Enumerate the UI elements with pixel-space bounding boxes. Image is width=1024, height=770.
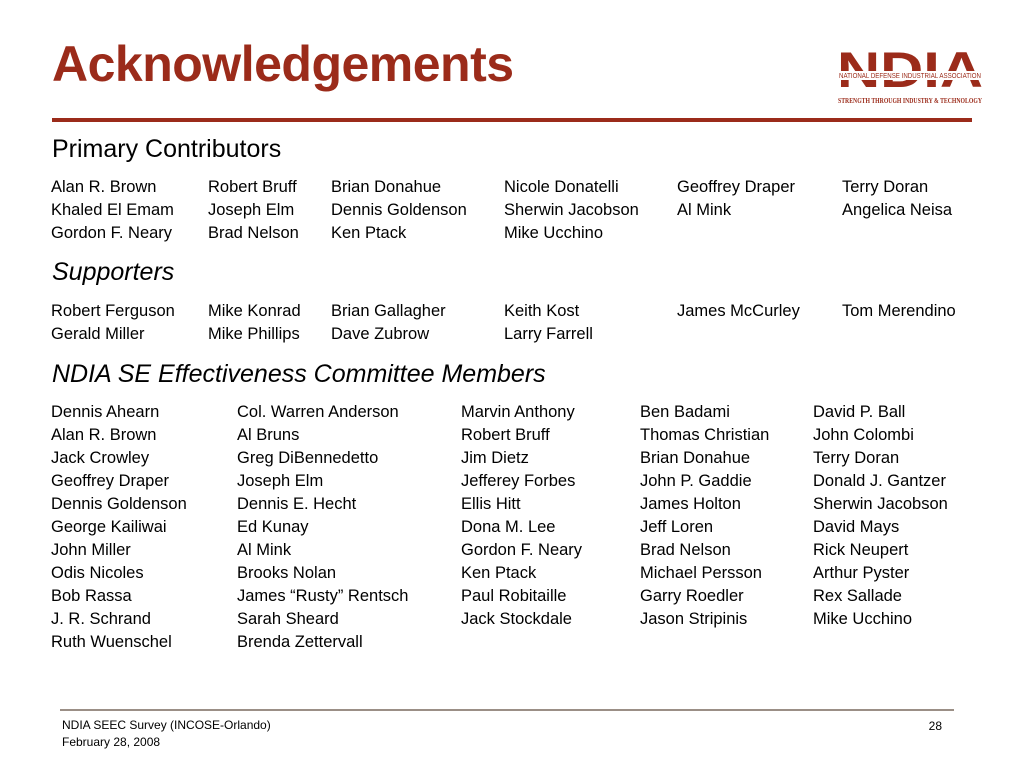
person-name: Garry Roedler — [640, 587, 744, 605]
supporters-heading: Supporters — [52, 258, 175, 286]
name-column — [813, 401, 983, 654]
person-name: Tom Merendino — [842, 302, 956, 320]
name-column — [51, 401, 237, 654]
person-name: Terry Doran — [813, 449, 900, 467]
person-name: Geoffrey Draper — [677, 178, 795, 196]
name-column — [677, 176, 842, 245]
person-name: Angelica Neisa — [842, 201, 953, 219]
title-divider — [52, 118, 972, 122]
footer-info — [62, 717, 271, 751]
person-name: Ruth Wuenschel — [51, 633, 172, 651]
person-name: Dennis Goldenson — [331, 201, 467, 219]
person-name: Jack Crowley — [51, 449, 150, 467]
primary-contributors-heading: Primary Contributors — [52, 135, 282, 163]
person-name: Dennis Ahearn — [51, 403, 160, 421]
person-name: Alan R. Brown — [51, 178, 157, 196]
person-name: James McCurley — [677, 302, 800, 320]
person-name: Robert Ferguson — [51, 302, 175, 320]
person-name: Gordon F. Neary — [51, 224, 173, 242]
slide-title: Acknowledgements — [52, 36, 514, 92]
person-name: Dennis E. Hecht — [237, 495, 357, 513]
logo-tagline: STRENGTH THROUGH INDUSTRY & TECHNOLOGY — [838, 97, 982, 105]
person-name: Michael Persson — [640, 564, 762, 582]
person-name: Ken Ptack — [461, 564, 537, 582]
person-name: David Mays — [813, 518, 900, 536]
person-name: Greg DiBennedetto — [237, 449, 379, 467]
footer-date: February 28, 2008 — [62, 735, 161, 749]
person-name: Rex Sallade — [813, 587, 902, 605]
person-name: John Miller — [51, 541, 131, 559]
name-column — [504, 300, 677, 346]
person-name: Geoffrey Draper — [51, 472, 169, 490]
person-name: Alan R. Brown — [51, 426, 157, 444]
person-name: Mike Ucchino — [504, 224, 604, 242]
person-name: Ben Badami — [640, 403, 730, 421]
person-name: Dave Zubrow — [331, 325, 430, 343]
person-name: Rick Neupert — [813, 541, 909, 559]
page-number: 28 — [928, 719, 942, 733]
person-name: Terry Doran — [842, 178, 929, 196]
person-name: Jefferey Forbes — [461, 472, 576, 490]
person-name: Gerald Miller — [51, 325, 145, 343]
person-name: Ed Kunay — [237, 518, 309, 536]
name-column — [461, 401, 640, 654]
person-name: Dennis Goldenson — [51, 495, 187, 513]
person-name: Jim Dietz — [461, 449, 529, 467]
person-name: Arthur Pyster — [813, 564, 910, 582]
person-name: Brooks Nolan — [237, 564, 337, 582]
person-name: Robert Bruff — [461, 426, 550, 444]
person-name: Sherwin Jacobson — [813, 495, 948, 513]
name-column — [208, 300, 331, 346]
name-column — [208, 176, 331, 245]
footer-event: NDIA SEEC Survey (INCOSE-Orlando) — [62, 718, 271, 732]
person-name: Al Mink — [237, 541, 292, 559]
person-name: Col. Warren Anderson — [237, 403, 399, 421]
person-name: Sarah Sheard — [237, 610, 339, 628]
name-column — [237, 401, 461, 654]
person-name: Al Bruns — [237, 426, 300, 444]
person-name: Donald J. Gantzer — [813, 472, 946, 490]
name-column — [331, 300, 504, 346]
ndia-logo — [836, 46, 984, 108]
name-column — [842, 300, 992, 346]
person-name: Sherwin Jacobson — [504, 201, 639, 219]
supporters-list — [51, 300, 992, 346]
person-name: Larry Farrell — [504, 325, 593, 343]
footer-divider — [60, 709, 954, 711]
name-column — [842, 176, 992, 245]
person-name: Dona M. Lee — [461, 518, 556, 536]
name-column — [331, 176, 504, 245]
person-name: Odis Nicoles — [51, 564, 144, 582]
person-name: Al Mink — [677, 201, 732, 219]
person-name: Brenda Zettervall — [237, 633, 363, 651]
person-name: Bob Rassa — [51, 587, 132, 605]
person-name: Keith Kost — [504, 302, 580, 320]
person-name: J. R. Schrand — [51, 610, 151, 628]
person-name: Ken Ptack — [331, 224, 407, 242]
name-column — [51, 176, 208, 245]
person-name: Marvin Anthony — [461, 403, 575, 421]
person-name: Joseph Elm — [208, 201, 295, 219]
person-name: Gordon F. Neary — [461, 541, 583, 559]
person-name: Brian Donahue — [331, 178, 442, 196]
logo-subtitle: NATIONAL DEFENSE INDUSTRIAL ASSOCIATION — [839, 73, 981, 80]
primary-contributors-list — [51, 176, 992, 245]
person-name: James “Rusty” Rentsch — [237, 587, 409, 605]
person-name: Thomas Christian — [640, 426, 770, 444]
person-name: George Kailiwai — [51, 518, 167, 536]
person-name: Jack Stockdale — [461, 610, 572, 628]
name-column — [504, 176, 677, 245]
person-name: David P. Ball — [813, 403, 906, 421]
person-name: John Colombi — [813, 426, 914, 444]
person-name: Brad Nelson — [208, 224, 299, 242]
person-name: Robert Bruff — [208, 178, 297, 196]
person-name: Nicole Donatelli — [504, 178, 619, 196]
person-name: Joseph Elm — [237, 472, 324, 490]
committee-members-list — [51, 401, 983, 654]
person-name: Mike Ucchino — [813, 610, 913, 628]
person-name: Paul Robitaille — [461, 587, 567, 605]
person-name: John P. Gaddie — [640, 472, 752, 490]
name-column — [51, 300, 208, 346]
person-name: Brian Donahue — [640, 449, 751, 467]
name-column — [640, 401, 813, 654]
person-name: James Holton — [640, 495, 741, 513]
committee-heading: NDIA SE Effectiveness Committee Members — [52, 360, 546, 388]
person-name: Jason Stripinis — [640, 610, 748, 628]
person-name: Brian Gallagher — [331, 302, 446, 320]
person-name: Mike Phillips — [208, 325, 300, 343]
person-name: Ellis Hitt — [461, 495, 521, 513]
person-name: Mike Konrad — [208, 302, 301, 320]
name-column — [677, 300, 842, 346]
person-name: Jeff Loren — [640, 518, 714, 536]
person-name: Brad Nelson — [640, 541, 731, 559]
person-name: Khaled El Emam — [51, 201, 174, 219]
